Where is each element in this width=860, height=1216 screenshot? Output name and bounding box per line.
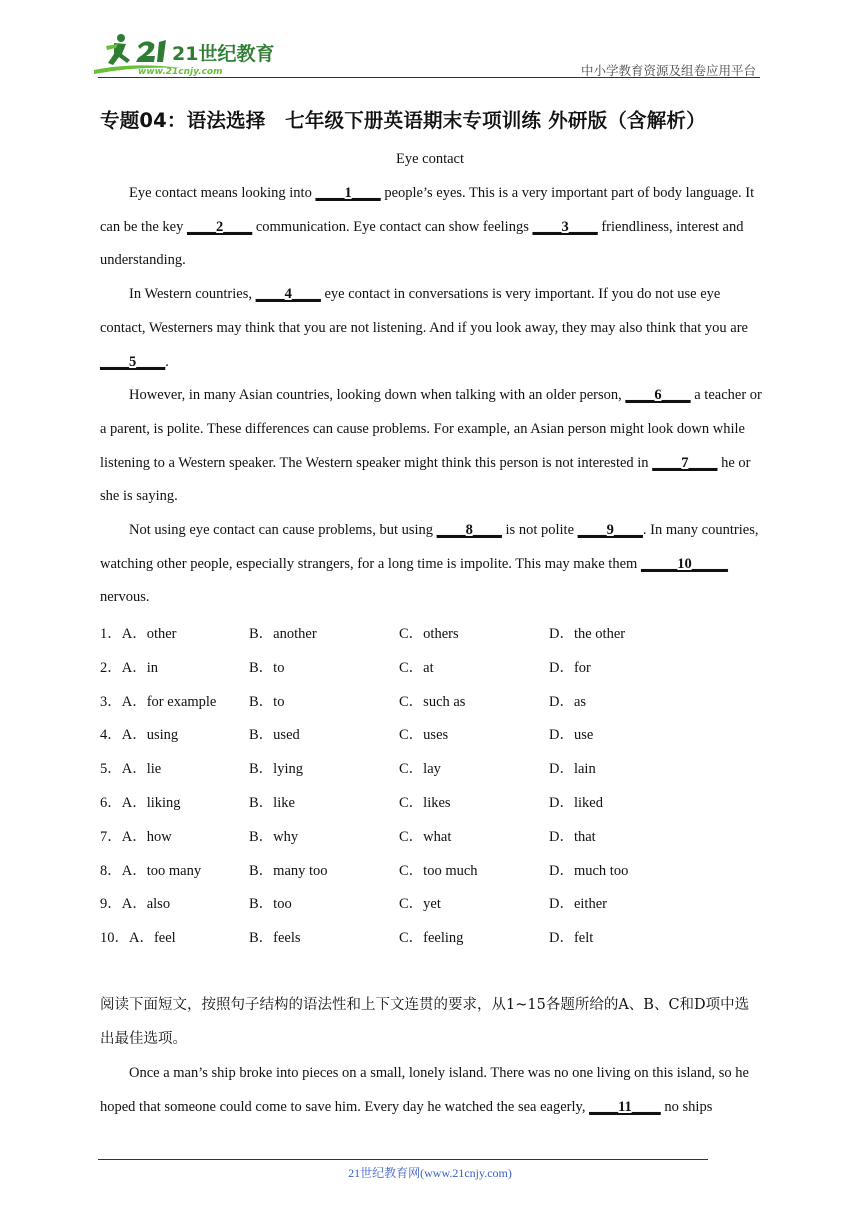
option-c[interactable]: C．at xyxy=(399,659,434,676)
option-a[interactable]: 7．A．how xyxy=(100,828,172,845)
option-d[interactable]: D．felt xyxy=(549,930,594,947)
option-c[interactable]: C．what xyxy=(399,828,452,845)
platform-label: 中小学教育资源及组卷应用平台 xyxy=(580,63,756,78)
option-c[interactable]: C．yet xyxy=(399,896,441,913)
passage-body xyxy=(100,177,762,615)
blank-10: _____10_____ xyxy=(640,555,728,572)
header-divider xyxy=(98,77,760,78)
option-b[interactable]: B．why xyxy=(249,828,299,845)
logo-text: 21世纪教育 xyxy=(172,43,275,65)
passage-title: Eye contact xyxy=(395,151,465,167)
paragraph-5 xyxy=(100,1056,762,1124)
question-row xyxy=(100,686,762,720)
question-row xyxy=(100,855,762,889)
option-c[interactable]: C．lay xyxy=(399,761,441,778)
option-a[interactable]: 10．A．feel xyxy=(100,930,176,947)
blank-3: ____3____ xyxy=(532,218,598,235)
runner-logo-icon xyxy=(92,32,275,78)
logo-url: www.21cnjy.com xyxy=(138,67,223,77)
paragraph-2 xyxy=(100,278,762,379)
option-d[interactable]: D．lain xyxy=(549,761,596,778)
text-segment: In Western countries, xyxy=(129,286,256,303)
option-b[interactable]: B．like xyxy=(249,794,295,811)
option-a[interactable]: 6．A．liking xyxy=(100,794,181,811)
blank-11: ____11____ xyxy=(589,1099,661,1115)
blank-7: ____7____ xyxy=(652,454,718,471)
blank-2: ____2____ xyxy=(186,218,253,235)
option-d[interactable]: D．liked xyxy=(549,794,603,811)
option-b[interactable]: B．to xyxy=(249,659,285,676)
option-b[interactable]: B．feels xyxy=(249,930,301,947)
option-d[interactable]: D．as xyxy=(549,693,587,710)
question-row xyxy=(100,618,762,652)
blank-8: ____8____ xyxy=(436,522,502,539)
footer-divider xyxy=(98,1159,708,1160)
option-c[interactable]: C．feeling xyxy=(399,930,464,947)
text-segment: eye contact in conversations is very important. If you do not use eye contact, Westerners may think that you are not listening. And if you look away, they may also think that you are xyxy=(100,286,748,336)
option-d[interactable]: D．for xyxy=(549,659,591,676)
site-logo[interactable] xyxy=(92,32,275,78)
blank-5: ____5____ xyxy=(100,353,166,370)
option-b[interactable]: B．lying xyxy=(249,761,303,778)
option-a[interactable]: 2．A．in xyxy=(100,659,158,676)
option-c[interactable]: C．uses xyxy=(399,727,449,744)
text-segment: friendliness, interest and understanding. xyxy=(100,218,744,269)
text-segment: people’s eyes. This is a very important part of body language. It can be the key xyxy=(100,185,755,235)
option-a[interactable]: 3．A．for example xyxy=(100,693,217,710)
text-segment: . xyxy=(165,353,169,370)
blank-1: ____1____ xyxy=(315,185,381,201)
text-segment: Not using eye contact can cause problems, but using xyxy=(129,522,437,539)
question-row xyxy=(100,787,762,821)
option-d[interactable]: D．the other xyxy=(549,626,626,642)
option-a[interactable]: 9．A．also xyxy=(100,896,171,913)
option-a[interactable]: 4．A．using xyxy=(100,727,179,744)
page-header xyxy=(0,0,860,80)
option-d[interactable]: D．use xyxy=(549,727,594,744)
option-b[interactable]: B．another xyxy=(249,626,317,642)
paragraph-1 xyxy=(100,177,762,278)
blank-9: ____9____ xyxy=(577,522,643,539)
question-list xyxy=(100,618,762,956)
question-row xyxy=(100,652,762,686)
page-title: 专题04：语法选择 七年级下册英语期末专项训练 外研版（含解析） xyxy=(100,109,706,132)
option-b[interactable]: B．many too xyxy=(249,862,328,879)
paragraph-4 xyxy=(100,514,762,615)
option-a[interactable]: 5．A．lie xyxy=(100,761,162,778)
option-d[interactable]: D．either xyxy=(549,896,607,913)
text-segment: a teacher or a parent, is polite. These differences can cause problems. For example, an Asian person might look down while listening to a Western speaker. The Western speaker might think this person is not interested in xyxy=(100,387,762,471)
option-b[interactable]: B．used xyxy=(249,727,300,744)
question-row xyxy=(100,719,762,753)
option-d[interactable]: D．that xyxy=(549,828,596,845)
paragraph-3 xyxy=(100,379,762,514)
text-segment: Eye contact means looking into xyxy=(129,185,316,201)
option-b[interactable]: B．to xyxy=(249,693,285,710)
option-d[interactable]: D．much too xyxy=(549,862,629,879)
option-c[interactable]: C．others xyxy=(399,626,459,642)
text-segment: . In many countries, watching other people, especially strangers, for a long time is impolite. This may make them xyxy=(100,522,759,572)
option-c[interactable]: C．too much xyxy=(399,862,478,879)
text-segment: he or she is saying. xyxy=(100,454,751,505)
text-segment: However, in many Asian countries, looking down when talking with an older person, xyxy=(129,387,626,404)
blank-6: ____6____ xyxy=(625,387,691,404)
footer-link[interactable]: 21世纪教育网(www.21cnjy.com) xyxy=(348,1166,512,1180)
text-segment: is not polite xyxy=(501,522,578,539)
option-a[interactable]: 1．A．other xyxy=(100,626,177,642)
passage-2-body xyxy=(100,1056,762,1124)
blank-4: ____4____ xyxy=(255,286,321,303)
text-segment: communication. Eye contact can show feelings xyxy=(252,218,533,235)
section-instructions: 阅读下面短文，按照句子结构的语法性和上下文连贯的要求，从1~15各题所给的A、B、C和D项中选出最佳选项。 xyxy=(100,997,750,1047)
option-b[interactable]: B．too xyxy=(249,896,292,913)
question-row xyxy=(100,922,762,956)
option-c[interactable]: C．likes xyxy=(399,794,451,811)
question-row xyxy=(100,753,762,787)
question-row xyxy=(100,821,762,855)
text-segment: no ships xyxy=(660,1099,713,1115)
option-c[interactable]: C．such as xyxy=(399,693,466,710)
question-row xyxy=(100,888,762,922)
text-segment: nervous. xyxy=(100,589,150,606)
option-a[interactable]: 8．A．too many xyxy=(100,862,202,879)
text-segment: Once a man’s ship broke into pieces on a small, lonely island. There was no one living on this island, so he hoped that someone could come to save him. Every day he watched the sea eagerly, xyxy=(100,1065,749,1115)
